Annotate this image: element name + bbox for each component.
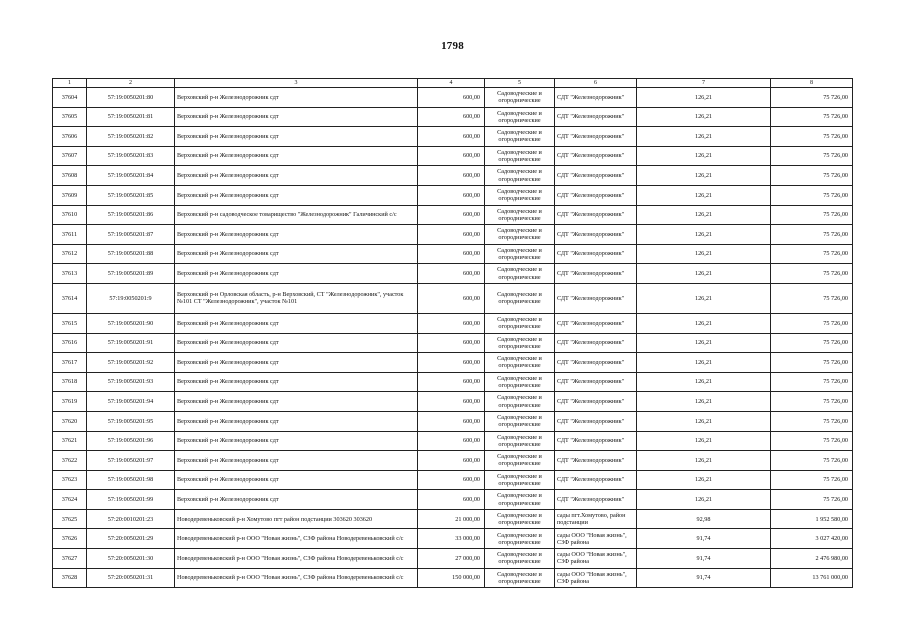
row-number-cell: 37623	[53, 470, 87, 490]
permitted-use-cell: СДТ "Железнодорожник"	[555, 244, 637, 264]
category-cell: Садоводческие и огороднические	[485, 88, 555, 108]
permitted-use-cell: СДТ "Железнодорожник"	[555, 146, 637, 166]
specific-value-cell: 126,21	[637, 411, 771, 431]
row-number-cell: 37613	[53, 264, 87, 284]
area-cell: 600,00	[418, 451, 485, 471]
permitted-use-cell: СДТ "Железнодорожник"	[555, 372, 637, 392]
table-row	[53, 431, 853, 451]
permitted-use-cell: СДТ "Железнодорожник"	[555, 205, 637, 225]
specific-value-cell: 126,21	[637, 264, 771, 284]
specific-value-cell: 126,21	[637, 107, 771, 127]
cadastral-value-cell: 75 726,00	[771, 392, 853, 412]
area-cell: 600,00	[418, 185, 485, 205]
permitted-use-cell: СДТ "Железнодорожник"	[555, 353, 637, 373]
permitted-use-cell: сады пгт.Хомутово, район подстанции	[555, 509, 637, 529]
permitted-use-cell: СДТ "Железнодорожник"	[555, 264, 637, 284]
table-row	[53, 529, 853, 549]
cadastral-number-cell: 57:19:0050201:93	[87, 372, 175, 392]
specific-value-cell: 126,21	[637, 392, 771, 412]
specific-value-cell: 126,21	[637, 470, 771, 490]
category-cell: Садоводческие и огороднические	[485, 431, 555, 451]
category-cell: Садоводческие и огороднические	[485, 470, 555, 490]
address-cell: Верховский р-н Железнодорожник сдт	[175, 392, 418, 412]
address-cell: Верховский р-н Железнодорожник сдт	[175, 166, 418, 186]
specific-value-cell: 126,21	[637, 451, 771, 471]
table-row	[53, 225, 853, 245]
category-cell: Садоводческие и огороднические	[485, 568, 555, 588]
permitted-use-cell: СДТ "Железнодорожник"	[555, 470, 637, 490]
row-number-cell: 37606	[53, 127, 87, 147]
specific-value-cell: 126,21	[637, 372, 771, 392]
address-cell: Верховский р-н Железнодорожник сдт	[175, 185, 418, 205]
area-cell: 600,00	[418, 392, 485, 412]
permitted-use-cell: СДТ "Железнодорожник"	[555, 88, 637, 108]
area-cell: 600,00	[418, 372, 485, 392]
row-number-cell: 37604	[53, 88, 87, 108]
table-body	[53, 88, 853, 588]
row-number-cell: 37610	[53, 205, 87, 225]
address-cell: Верховский р-н Железнодорожник сдт	[175, 353, 418, 373]
table-row	[53, 205, 853, 225]
category-cell: Садоводческие и огороднические	[485, 107, 555, 127]
cadastral-number-cell: 57:19:0050201:89	[87, 264, 175, 284]
cadastral-number-cell: 57:20:0050201:29	[87, 529, 175, 549]
address-cell: Верховский р-н Железнодорожник сдт	[175, 146, 418, 166]
table-row	[53, 372, 853, 392]
specific-value-cell: 91,74	[637, 549, 771, 569]
address-cell: Верховский р-н Железнодорожник сдт	[175, 127, 418, 147]
table-row	[53, 146, 853, 166]
address-cell: Верховский р-н Железнодорожник сдт	[175, 372, 418, 392]
cadastral-table	[52, 78, 853, 588]
permitted-use-cell: СДТ "Железнодорожник"	[555, 283, 637, 313]
table-row	[53, 127, 853, 147]
specific-value-cell: 126,21	[637, 283, 771, 313]
area-cell: 600,00	[418, 205, 485, 225]
area-cell: 600,00	[418, 88, 485, 108]
permitted-use-cell: СДТ "Железнодорожник"	[555, 392, 637, 412]
area-cell: 33 000,00	[418, 529, 485, 549]
cadastral-number-cell: 57:19:0050201:98	[87, 470, 175, 490]
specific-value-cell: 91,74	[637, 568, 771, 588]
cadastral-value-cell: 75 726,00	[771, 127, 853, 147]
cadastral-value-cell: 75 726,00	[771, 431, 853, 451]
table-row	[53, 244, 853, 264]
specific-value-cell: 126,21	[637, 88, 771, 108]
cadastral-number-cell: 57:19:0050201:92	[87, 353, 175, 373]
cadastral-value-cell: 75 726,00	[771, 166, 853, 186]
cadastral-number-cell: 57:20:0050201:31	[87, 568, 175, 588]
specific-value-cell: 126,21	[637, 333, 771, 353]
cadastral-value-cell: 75 726,00	[771, 244, 853, 264]
permitted-use-cell: сады ООО "Новая жизнь", СЗФ района	[555, 529, 637, 549]
column-header: 7	[637, 79, 771, 88]
column-header: 1	[53, 79, 87, 88]
specific-value-cell: 126,21	[637, 127, 771, 147]
cadastral-number-cell: 57:19:0050201:80	[87, 88, 175, 108]
cadastral-value-cell: 75 726,00	[771, 451, 853, 471]
row-number-cell: 37628	[53, 568, 87, 588]
row-number-cell: 37611	[53, 225, 87, 245]
address-cell: Верховский р-н Железнодорожник сдт	[175, 264, 418, 284]
specific-value-cell: 126,21	[637, 431, 771, 451]
column-header: 2	[87, 79, 175, 88]
category-cell: Садоводческие и огороднические	[485, 451, 555, 471]
cadastral-number-cell: 57:19:0050201:85	[87, 185, 175, 205]
area-cell: 600,00	[418, 244, 485, 264]
category-cell: Садоводческие и огороднические	[485, 529, 555, 549]
cadastral-number-cell: 57:19:0050201:83	[87, 146, 175, 166]
area-cell: 600,00	[418, 283, 485, 313]
row-number-cell: 37620	[53, 411, 87, 431]
area-cell: 600,00	[418, 313, 485, 333]
address-cell: Верховский р-н Железнодорожник сдт	[175, 411, 418, 431]
permitted-use-cell: СДТ "Железнодорожник"	[555, 225, 637, 245]
table-row	[53, 88, 853, 108]
table-row	[53, 509, 853, 529]
cadastral-number-cell: 57:19:0050201:90	[87, 313, 175, 333]
row-number-cell: 37609	[53, 185, 87, 205]
column-header: 5	[485, 79, 555, 88]
cadastral-value-cell: 3 027 420,00	[771, 529, 853, 549]
specific-value-cell: 91,74	[637, 529, 771, 549]
cadastral-number-cell: 57:20:0050201:30	[87, 549, 175, 569]
specific-value-cell: 126,21	[637, 205, 771, 225]
permitted-use-cell: СДТ "Железнодорожник"	[555, 333, 637, 353]
cadastral-value-cell: 75 726,00	[771, 490, 853, 510]
row-number-cell: 37619	[53, 392, 87, 412]
category-cell: Садоводческие и огороднические	[485, 225, 555, 245]
row-number-cell: 37627	[53, 549, 87, 569]
category-cell: Садоводческие и огороднические	[485, 205, 555, 225]
cadastral-value-cell: 75 726,00	[771, 107, 853, 127]
category-cell: Садоводческие и огороднические	[485, 490, 555, 510]
area-cell: 600,00	[418, 166, 485, 186]
area-cell: 600,00	[418, 470, 485, 490]
area-cell: 600,00	[418, 146, 485, 166]
permitted-use-cell: СДТ "Железнодорожник"	[555, 431, 637, 451]
permitted-use-cell: сады ООО "Новая жизнь", СЗФ района	[555, 549, 637, 569]
cadastral-value-cell: 75 726,00	[771, 353, 853, 373]
area-cell: 600,00	[418, 225, 485, 245]
cadastral-number-cell: 57:20:0010201:23	[87, 509, 175, 529]
specific-value-cell: 126,21	[637, 146, 771, 166]
row-number-cell: 37605	[53, 107, 87, 127]
category-cell: Садоводческие и огороднические	[485, 283, 555, 313]
permitted-use-cell: СДТ "Железнодорожник"	[555, 451, 637, 471]
table-row	[53, 166, 853, 186]
cadastral-value-cell: 1 952 580,00	[771, 509, 853, 529]
page-number: 1798	[441, 40, 464, 52]
column-header: 3	[175, 79, 418, 88]
category-cell: Садоводческие и огороднические	[485, 392, 555, 412]
cadastral-value-cell: 75 726,00	[771, 372, 853, 392]
address-cell: Верховский р-н садоводческое товарищество "Железнодорожник" Галичинский с/с	[175, 205, 418, 225]
row-number-cell: 37621	[53, 431, 87, 451]
address-cell: Верховский р-н Железнодорожник сдт	[175, 431, 418, 451]
address-cell: Новодеревеньковский р-н ООО "Новая жизнь", СЗФ района Новодеревеньковский с/с	[175, 568, 418, 588]
permitted-use-cell: СДТ "Железнодорожник"	[555, 185, 637, 205]
area-cell: 600,00	[418, 333, 485, 353]
table-row	[53, 451, 853, 471]
specific-value-cell: 126,21	[637, 490, 771, 510]
cadastral-number-cell: 57:19:0050201:84	[87, 166, 175, 186]
category-cell: Садоводческие и огороднические	[485, 146, 555, 166]
address-cell: Верховский р-н Железнодорожник сдт	[175, 451, 418, 471]
cadastral-number-cell: 57:19:0050201:9	[87, 283, 175, 313]
category-cell: Садоводческие и огороднические	[485, 353, 555, 373]
category-cell: Садоводческие и огороднические	[485, 166, 555, 186]
category-cell: Садоводческие и огороднические	[485, 127, 555, 147]
table-row	[53, 353, 853, 373]
category-cell: Садоводческие и огороднические	[485, 264, 555, 284]
category-cell: Садоводческие и огороднические	[485, 549, 555, 569]
cadastral-number-cell: 57:19:0050201:94	[87, 392, 175, 412]
address-cell: Новодеревеньковский р-н ООО "Новая жизнь", СЗФ района Новодеревеньковский с/с	[175, 529, 418, 549]
category-cell: Садоводческие и огороднические	[485, 244, 555, 264]
row-number-cell: 37615	[53, 313, 87, 333]
table-row	[53, 568, 853, 588]
permitted-use-cell: сады ООО "Новая жизнь", СЗФ района	[555, 568, 637, 588]
row-number-cell: 37624	[53, 490, 87, 510]
address-cell: Верховский р-н Железнодорожник сдт	[175, 470, 418, 490]
category-cell: Садоводческие и огороднические	[485, 411, 555, 431]
cadastral-value-cell: 75 726,00	[771, 313, 853, 333]
table-row	[53, 470, 853, 490]
row-number-cell: 37625	[53, 509, 87, 529]
area-cell: 600,00	[418, 411, 485, 431]
table-row	[53, 411, 853, 431]
table-row	[53, 549, 853, 569]
header-row	[53, 79, 853, 88]
row-number-cell: 37617	[53, 353, 87, 373]
cadastral-value-cell: 75 726,00	[771, 225, 853, 245]
table-row	[53, 283, 853, 313]
column-header: 4	[418, 79, 485, 88]
category-cell: Садоводческие и огороднические	[485, 509, 555, 529]
cadastral-number-cell: 57:19:0050201:91	[87, 333, 175, 353]
cadastral-value-cell: 75 726,00	[771, 205, 853, 225]
table-row	[53, 490, 853, 510]
row-number-cell: 37626	[53, 529, 87, 549]
specific-value-cell: 92,98	[637, 509, 771, 529]
permitted-use-cell: СДТ "Железнодорожник"	[555, 411, 637, 431]
row-number-cell: 37612	[53, 244, 87, 264]
row-number-cell: 37616	[53, 333, 87, 353]
area-cell: 600,00	[418, 490, 485, 510]
column-header: 8	[771, 79, 853, 88]
specific-value-cell: 126,21	[637, 353, 771, 373]
area-cell: 600,00	[418, 127, 485, 147]
cadastral-value-cell: 13 761 000,00	[771, 568, 853, 588]
cadastral-value-cell: 75 726,00	[771, 146, 853, 166]
cadastral-number-cell: 57:19:0050201:99	[87, 490, 175, 510]
row-number-cell: 37614	[53, 283, 87, 313]
row-number-cell: 37608	[53, 166, 87, 186]
category-cell: Садоводческие и огороднические	[485, 185, 555, 205]
permitted-use-cell: СДТ "Железнодорожник"	[555, 166, 637, 186]
area-cell: 600,00	[418, 264, 485, 284]
cadastral-number-cell: 57:19:0050201:87	[87, 225, 175, 245]
address-cell: Новодеревеньковский р-н ООО "Новая жизнь", СЗФ района Новодеревеньковский с/с	[175, 549, 418, 569]
table-row	[53, 264, 853, 284]
address-cell: Верховский р-н Железнодорожник сдт	[175, 313, 418, 333]
area-cell: 21 000,00	[418, 509, 485, 529]
permitted-use-cell: СДТ "Железнодорожник"	[555, 490, 637, 510]
cadastral-number-cell: 57:19:0050201:95	[87, 411, 175, 431]
column-header: 6	[555, 79, 637, 88]
category-cell: Садоводческие и огороднические	[485, 333, 555, 353]
category-cell: Садоводческие и огороднические	[485, 313, 555, 333]
cadastral-number-cell: 57:19:0050201:96	[87, 431, 175, 451]
permitted-use-cell: СДТ "Железнодорожник"	[555, 107, 637, 127]
area-cell: 600,00	[418, 353, 485, 373]
address-cell: Новодеревеньковский р-н Хомутово пгт район подстанции 303620 303620	[175, 509, 418, 529]
address-cell: Верховский р-н Железнодорожник сдт	[175, 490, 418, 510]
cadastral-value-cell: 75 726,00	[771, 185, 853, 205]
cadastral-number-cell: 57:19:0050201:82	[87, 127, 175, 147]
table-row	[53, 313, 853, 333]
area-cell: 600,00	[418, 431, 485, 451]
address-cell: Верховский р-н Железнодорожник сдт	[175, 225, 418, 245]
cadastral-value-cell: 75 726,00	[771, 264, 853, 284]
row-number-cell: 37607	[53, 146, 87, 166]
area-cell: 600,00	[418, 107, 485, 127]
table-row	[53, 107, 853, 127]
table-row	[53, 392, 853, 412]
row-number-cell: 37622	[53, 451, 87, 471]
cadastral-number-cell: 57:19:0050201:81	[87, 107, 175, 127]
address-cell: Верховский р-н Железнодорожник сдт	[175, 244, 418, 264]
cadastral-number-cell: 57:19:0050201:97	[87, 451, 175, 471]
specific-value-cell: 126,21	[637, 225, 771, 245]
table-row	[53, 185, 853, 205]
area-cell: 150 000,00	[418, 568, 485, 588]
table-row	[53, 333, 853, 353]
address-cell: Верховский р-н Железнодорожник сдт	[175, 333, 418, 353]
cadastral-value-cell: 75 726,00	[771, 333, 853, 353]
address-cell: Верховский р-н Железнодорожник сдт	[175, 88, 418, 108]
address-cell: Верховский р-н Железнодорожник сдт	[175, 107, 418, 127]
specific-value-cell: 126,21	[637, 185, 771, 205]
permitted-use-cell: СДТ "Железнодорожник"	[555, 313, 637, 333]
specific-value-cell: 126,21	[637, 313, 771, 333]
specific-value-cell: 126,21	[637, 244, 771, 264]
cadastral-value-cell: 75 726,00	[771, 88, 853, 108]
area-cell: 27 000,00	[418, 549, 485, 569]
cadastral-value-cell: 75 726,00	[771, 283, 853, 313]
row-number-cell: 37618	[53, 372, 87, 392]
permitted-use-cell: СДТ "Железнодорожник"	[555, 127, 637, 147]
address-cell: Верховский р-н Орловская область, р-н Верховский, СТ "Железнодорожник", участок №101 СТ "Железнодорожник", участок №101	[175, 283, 418, 313]
cadastral-number-cell: 57:19:0050201:88	[87, 244, 175, 264]
cadastral-value-cell: 75 726,00	[771, 411, 853, 431]
cadastral-value-cell: 2 476 980,00	[771, 549, 853, 569]
cadastral-number-cell: 57:19:0050201:86	[87, 205, 175, 225]
category-cell: Садоводческие и огороднические	[485, 372, 555, 392]
specific-value-cell: 126,21	[637, 166, 771, 186]
cadastral-value-cell: 75 726,00	[771, 470, 853, 490]
